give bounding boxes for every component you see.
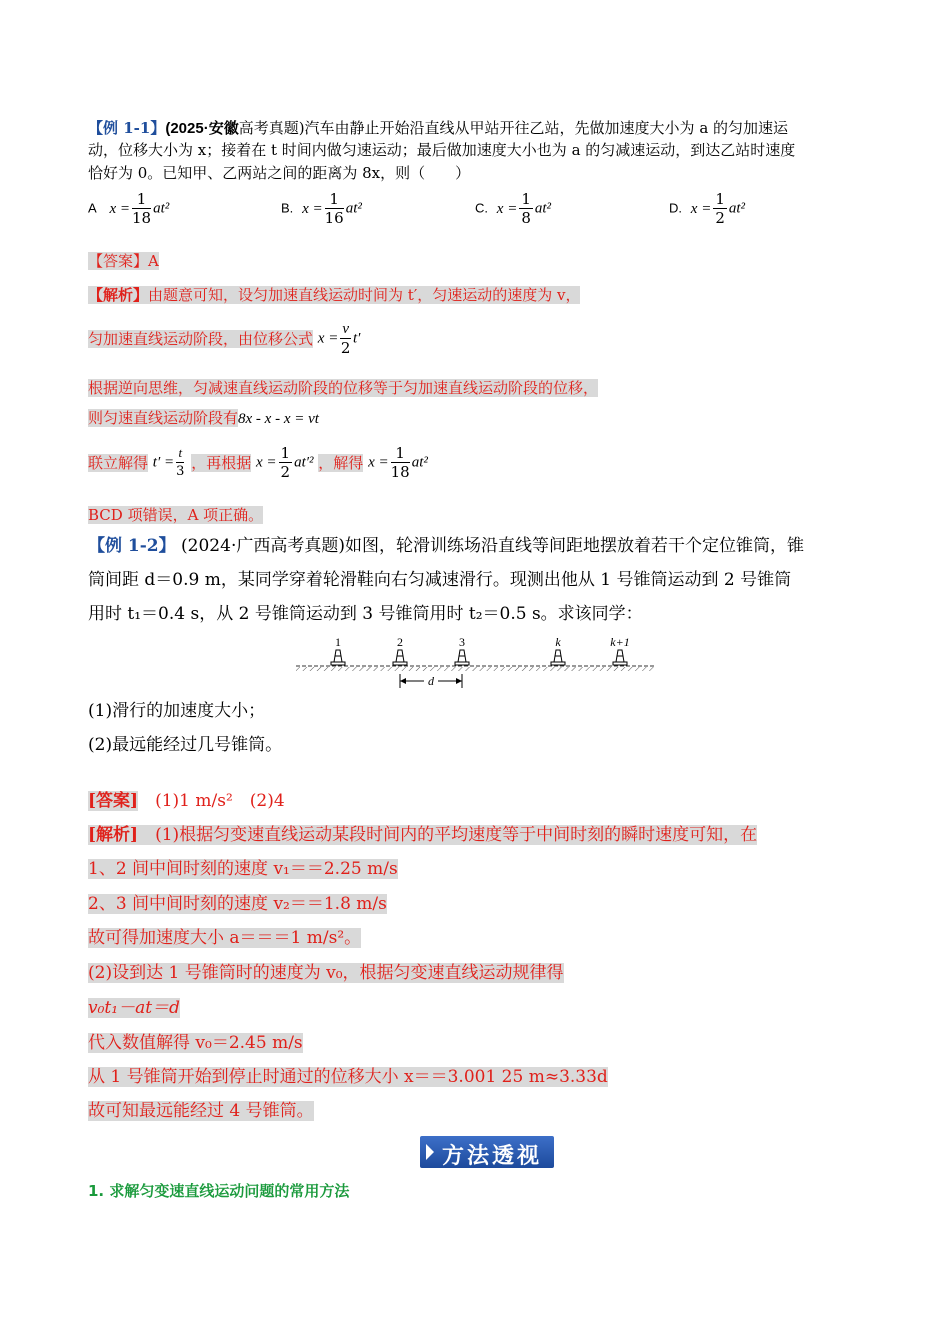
spacing-label: d — [428, 674, 434, 688]
ex1-stem-line3: 恰好为 0。已知甲、乙两站之间的距离为 8x，则（ ） — [88, 164, 471, 182]
ex2-analysis-5: v₀t₁－at＝d — [88, 998, 180, 1018]
arrowhead-left — [400, 678, 406, 684]
ex2-q2: (2)最远能经过几号锥筒。 — [88, 735, 283, 755]
ex2-analysis-7: 从 1 号锥筒开始到停止时通过的位移大小 x＝＝3.001 25 m≈3.33d — [88, 1067, 608, 1087]
ex1-answer: 【答案】A — [88, 252, 159, 270]
cone-track-figure — [292, 632, 658, 690]
ex1-analysis-6: BCD 项错误，A 项正确。 — [88, 506, 264, 524]
arrowhead-right — [456, 678, 462, 684]
ex1-stem: 高考真题)汽车由静止开始沿直线从甲站开往乙站，先做加速度大小为 a 的匀加速运 — [238, 119, 789, 137]
cone-3 — [455, 635, 469, 665]
option-d[interactable]: D. x = $\frac{1}{2}$ at² — [669, 190, 746, 227]
ex2-answer: [答案] (1)1 m/s² (2)4 — [88, 791, 285, 811]
ex2-q1: (1)滑行的加速度大小； — [88, 701, 266, 721]
option-b[interactable]: B. x = $\frac{1}{16}$ at² — [281, 190, 362, 227]
banner-arrow-icon — [426, 1144, 434, 1160]
ex1-source: (2025·安徽 — [165, 120, 239, 137]
option-a[interactable]: A x = $\frac{1}{18}$ at² — [88, 190, 170, 227]
ex1-analysis-1: 【解析】由题意可知，设匀加速直线运动时间为 t′，匀速运动的速度为 v， — [88, 286, 581, 304]
ex2-analysis-8: 故可知最远能经过 4 号锥筒。 — [88, 1101, 314, 1121]
ground-hatch — [296, 667, 654, 671]
cone-2 — [393, 635, 407, 665]
cone-4 — [551, 635, 565, 665]
cone-label-1: 1 — [335, 635, 341, 649]
ex2-line1: 【例 1-2】 (2024·广西高考真题)如图，轮滑训练场沿直线等间距地摆放着若干个定位锥筒，锥 — [88, 536, 804, 556]
option-c[interactable]: C. x = $\frac{1}{8}$ at² — [475, 190, 552, 227]
ex2-line3: 用时 t₁＝0.4 s，从 2 号锥筒运动到 3 号锥筒用时 t₂＝0.5 s。求该同学： — [88, 604, 643, 624]
cone-label-5: k+1 — [610, 635, 630, 649]
cone-1 — [331, 635, 345, 665]
section-banner — [420, 1136, 554, 1168]
banner-title: 方法透视 — [442, 1144, 543, 1169]
ex1-analysis-2: 匀加速直线运动阶段，由位移公式 x = $\frac{v}{2}$ t′ — [88, 321, 361, 357]
cone-label-2: 2 — [397, 635, 403, 649]
ex2-line2: 筒间距 d＝0.9 m，某同学穿着轮滑鞋向右匀减速滑行。现测出他从 1 号锥筒运动到 2 号锥筒 — [88, 570, 792, 590]
ex1-analysis-4: 则匀速直线运动阶段有8x - x - x = vt — [88, 409, 319, 427]
ex1-stem-line1 — [88, 118, 788, 139]
ex1-label: 【例 1-1】 — [88, 119, 166, 137]
section-heading: 1. 求解匀变速直线运动问题的常用方法 — [88, 1182, 350, 1200]
ex2-label: 【例 1-2】 — [88, 536, 176, 556]
ex1-analysis-3: 根据逆向思维，匀减速直线运动阶段的位移等于匀加速直线运动阶段的位移， — [88, 379, 599, 397]
ex2-analysis-1: 1、2 间中间时刻的速度 v₁＝＝2.25 m/s — [88, 859, 398, 879]
ex2-analysis-6: 代入数值解得 v₀＝2.45 m/s — [88, 1033, 303, 1053]
ex2-analysis-3: 故可得加速度大小 a＝＝＝1 m/s²。 — [88, 928, 362, 948]
ex1-analysis-5: 联立解得 t′ = $\frac{t}{3}$ ，再根据 x = $\frac{1}{2}$ at′² ，解得 x = $\frac{1}{18}$ at² — [88, 444, 428, 481]
ex1-options — [88, 190, 868, 234]
ex2-analysis-4: (2)设到达 1 号锥筒时的速度为 v₀，根据匀变速直线运动规律得 — [88, 963, 564, 983]
cone-label-3: 3 — [459, 635, 465, 649]
cone-label-4: k — [555, 635, 561, 649]
cone-5 — [610, 635, 629, 665]
ex2-analysis-2: 2、3 间中间时刻的速度 v₂＝＝1.8 m/s — [88, 894, 387, 914]
ex2-analysis-0: [解析] (1)根据匀变速直线运动某段时间内的平均速度等于中间时刻的瞬时速度可知，在 — [88, 825, 758, 845]
ex1-stem-line2: 动，位移大小为 x；接着在 t 时间内做匀速运动；最后做加速度大小也为 a 的匀减速运动，到达乙站时速度 — [88, 141, 796, 159]
